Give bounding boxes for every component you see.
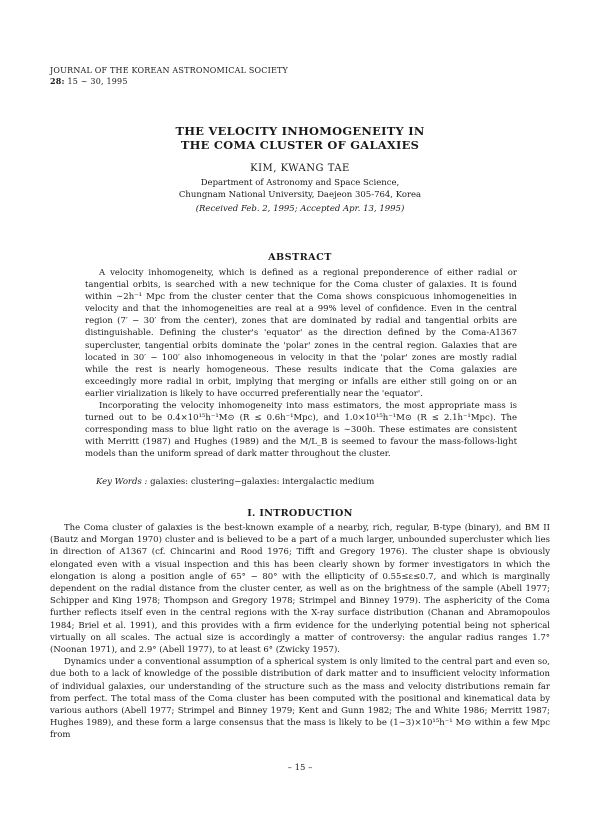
- introduction: [50, 522, 550, 742]
- keywords-label: Key Words :: [96, 477, 148, 487]
- received-dates: (Received Feb. 2, 1995; Accepted Apr. 13, 1995): [195, 204, 405, 214]
- journal-volume: 28:: [50, 76, 65, 86]
- journal-name: JOURNAL OF THE KOREAN ASTRONOMICAL SOCIETY: [50, 66, 289, 75]
- journal-pages: 15 ∼ 30, 1995: [67, 77, 128, 86]
- affiliation: [0, 177, 600, 201]
- keywords: [96, 476, 516, 488]
- keywords-text: galaxies: clustering−galaxies: intergalactic medium: [150, 477, 375, 487]
- intro-paragraph-1: The Coma cluster of galaxies is the best-known example of a nearby, rich, regular, B-type (binary), and BM II (Bautz and Morgan 1970) cluster and is believed to be a part of a much larger, unbounded supercluster which lies in direction of A1367 (cf. Chincarini and Rood 1976; Tifft and Gregory 1976). The cluster shape is obviously elongated even with a visual inspection and this has been clearly shown by former investigators in which the elongation is along a position angle of 65° − 80° with the ellipticity of 0.55≤ε≤0.7, and which is marginally dependent on the radial distance from the cluster center, as well as on the brightness of the sample (Abell 1977; Schipper and King 1978; Thompson and Gregory 1978; Strimpel and Binney 1979). The asphericity of the Coma further reflects itself even in the central regions with the X-ray surface distribution (Chanan and Abramopoulos 1984; Briel et al. 1991), and this provides with a firm evidence for the underlying potential being not spherical virtually on all scales. The actual size is accordingly a matter of controversy: the angular radius ranges 1.7° (Noonan 1971), and 2.9° (Abell 1977), to at least 6° (Zwicky 1957).: [50, 523, 550, 656]
- intro-paragraph-2: Dynamics under a conventional assumption of a spherical system is only limited to the central part and even so, due both to a lack of knowledge of the possible distribution of dark matter and to insufficient velocity information of individual galaxies, our understanding of the structure such as the mass and velocity distributions remain far from perfect. The total mass of the Coma cluster has been computed with the positional and kinematical data by various authors (Abell 1977; Strimpel and Binney 1979; Kent and Gunn 1982; The and White 1986; Merritt 1987; Hughes 1989), and these form a large consensus that the mass is likely to be (1∼3)×10¹⁵h⁻¹ M⊙ within a few Mpc from: [50, 657, 550, 741]
- section-heading: I. INTRODUCTION: [247, 508, 353, 519]
- abstract: [85, 267, 517, 461]
- abstract-paragraph-2: Incorporating the velocity inhomogeneity into mass estimators, the most appropriate mass is turned out to be 0.4×10¹⁵h⁻¹M⊙ (R ≤ 0.6h⁻¹Mpc), and 1.0×10¹⁵h⁻¹M⊙ (R ≤ 2.1h⁻¹Mpc). The corresponding mass to blue light ratio on the average is ∼300h. These estimates are consistent with Merritt (1987) and Hughes (1989) and the M/L_B is seemed to favour the mass-follows-light models than the uniform spread of dark matter throughout the cluster.: [85, 401, 517, 460]
- paper-title: [0, 124, 600, 152]
- affiliation-line-1: Department of Astronomy and Space Science,: [200, 178, 400, 188]
- title-line-1: THE VELOCITY INHOMOGENEITY IN: [175, 124, 425, 138]
- page-number: – 15 –: [287, 763, 313, 773]
- journal-volume-line: [50, 76, 288, 87]
- journal-header: [50, 66, 288, 87]
- title-line-2: THE COMA CLUSTER OF GALAXIES: [180, 138, 420, 152]
- abstract-paragraph-1: A velocity inhomogeneity, which is defined as a regional preponderence of either radial or tangential orbits, is searched with a new technique for the Coma cluster of galaxies. It is found within ∼2h⁻¹ Mpc from the cluster center that the Coma shows conspicuous inhomogeneities in velocity and that the inhomogeneities are real at a 99% level of confidence. Even in the central region (7′ − 30′ from the center), zones that are dominated by radial and tangential orbits are distinguishable. Defining the cluster's 'equator' as the direction defined by the Coma-A1367 supercluster, tangential orbits dominate the 'polar' zones in the central region. Galaxies that are located in 30′ − 100′ also inhomogeneous in velocity in that the 'polar' zones are mostly radial while the rest is nearly homogeneous. These results indicate that the Coma galaxies are exceedingly more radial in orbit, implying that merging or infalls are either still going on or an earlier virialization is likely to have occurred preferentially near the 'equator'.: [85, 268, 517, 399]
- authors: KIM, KWANG TAE: [250, 163, 350, 174]
- affiliation-line-2: Chungnam National University, Daejeon 305-764, Korea: [178, 190, 422, 200]
- abstract-heading: ABSTRACT: [268, 252, 332, 263]
